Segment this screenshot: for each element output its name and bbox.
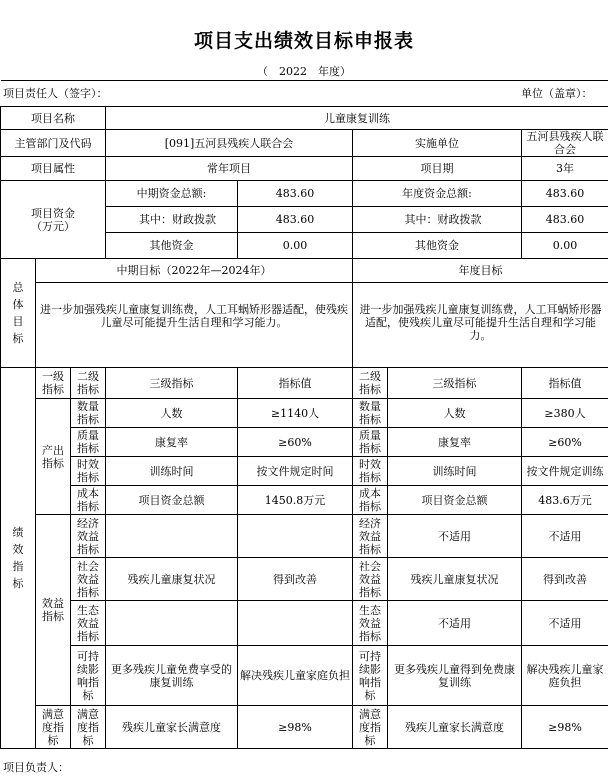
- sustainable-label-year: 可持续影响指标: [353, 646, 388, 706]
- project-attr-value: 常年项目: [106, 157, 353, 181]
- dept-value: [091]五河县残疾人联合会: [106, 130, 353, 157]
- timeliness-value-mid: 按文件规定时间: [238, 457, 353, 486]
- mid-total-value: 483.60: [238, 181, 353, 207]
- ecological-label-year: 生态效益指标: [353, 601, 388, 646]
- header-level1: 一级指标: [36, 368, 71, 399]
- cost-value-mid: 1450.8万元: [238, 486, 353, 515]
- ecological-name-mid: [106, 601, 238, 646]
- social-value-year: 得到改善: [522, 558, 608, 601]
- satisfaction-value-mid: ≥98%: [238, 706, 353, 749]
- ecological-name-year: 不适用: [388, 601, 522, 646]
- social-name-year: 残疾儿童康复状况: [388, 558, 522, 601]
- social-label-mid: 社会效益指标: [71, 558, 106, 601]
- signature-row: [1, 81, 608, 107]
- social-value-mid: 得到改善: [238, 558, 353, 601]
- ecological-label-mid: 生态效益指标: [71, 601, 106, 646]
- mid-fiscal-value: 483.60: [238, 207, 353, 233]
- social-name-mid: 残疾儿童康复状况: [106, 558, 238, 601]
- project-owner-label: 项目负责人：: [3, 761, 69, 774]
- quantity-value-year: ≥380人: [522, 399, 608, 428]
- overall-goal-text: 总体目标: [12, 281, 24, 345]
- header-value-mid: 指标值: [238, 368, 353, 399]
- quantity-name-year: 人数: [388, 399, 522, 428]
- quality-label-year: 质量指标: [353, 428, 388, 457]
- form-title: 项目支出绩效目标申报表: [193, 30, 414, 52]
- impl-unit-label: 实施单位: [353, 130, 522, 157]
- project-period-value: 3年: [522, 157, 608, 181]
- social-label-year: 社会效益指标: [353, 558, 388, 601]
- impl-unit-value: 五河县残疾人联合会: [522, 130, 608, 157]
- perf-indicator-label: [1, 368, 36, 749]
- mid-other-value: 0.00: [238, 233, 353, 259]
- timeliness-label-year: 时效指标: [353, 457, 388, 486]
- benefit-indicator-label: 效益指标: [36, 515, 71, 706]
- header-level2-mid: 二级指标: [71, 368, 106, 399]
- year-other-label: 其他资金: [353, 233, 522, 259]
- economic-name-year: 不适用: [388, 515, 522, 558]
- quantity-name-mid: 人数: [106, 399, 238, 428]
- year-fiscal-value: 483.60: [522, 207, 608, 233]
- quantity-label-year: 数量指标: [353, 399, 388, 428]
- economic-value-year: 不适用: [522, 515, 608, 558]
- satisfaction-label-year: 满意度指标: [353, 706, 388, 749]
- fiscal-year: （ 2022 年度）: [257, 65, 351, 78]
- mid-other-label: 其他资金: [106, 233, 238, 259]
- year-goal-header: 年度目标: [353, 259, 608, 283]
- project-attr-label: 项目属性: [1, 157, 106, 181]
- quantity-label-mid: 数量指标: [71, 399, 106, 428]
- satisfaction-name-mid: 残疾儿童家长满意度: [106, 706, 238, 749]
- year-goal-text: 进一步加强残疾儿童康复训练费，人工耳蜗矫形器适配，使残疾儿童尽可能提升生活自理和学习能力。: [353, 283, 608, 368]
- project-funds-label: 项目资金 （万元）: [1, 181, 106, 259]
- ecological-value-mid: [238, 601, 353, 646]
- quality-name-year: 康复率: [388, 428, 522, 457]
- satisfaction-name-year: 残疾儿童家长满意度: [388, 706, 522, 749]
- responsible-signature-label: 项目责任人（签字）：: [3, 87, 108, 100]
- timeliness-value-year: 按文件规定训练: [522, 457, 608, 486]
- quality-name-mid: 康复率: [106, 428, 238, 457]
- sustainable-name-year: 更多残疾儿童得到免费康复训练: [388, 646, 522, 706]
- header-level2-year: 二级指标: [353, 368, 388, 399]
- quality-value-year: ≥60%: [522, 428, 608, 457]
- sustainable-value-year: 解决残疾儿童家庭负担: [522, 646, 608, 706]
- year-total-label: 年度资金总额:: [353, 181, 522, 207]
- cost-value-year: 483.6万元: [522, 486, 608, 515]
- project-period-label: 项目期: [353, 157, 522, 181]
- mid-total-label: 中期资金总额:: [106, 181, 238, 207]
- ecological-value-year: 不适用: [522, 601, 608, 646]
- quality-value-mid: ≥60%: [238, 428, 353, 457]
- unit-seal-label: 单位（盖章）：: [521, 87, 593, 100]
- timeliness-label-mid: 时效指标: [71, 457, 106, 486]
- economic-name-mid: [106, 515, 238, 558]
- header-value-year: 指标值: [522, 368, 608, 399]
- satisfaction-indicator-label: 满意度指标: [36, 706, 71, 749]
- year-total-value: 483.60: [522, 181, 608, 207]
- economic-value-mid: [238, 515, 353, 558]
- dept-label: 主管部门及代码: [1, 130, 106, 157]
- cost-name-year: 项目资金总额: [388, 486, 522, 515]
- overall-goal-label: [1, 259, 36, 368]
- project-name-value: 儿童康复训练: [106, 107, 608, 130]
- header-level3-year: 三级指标: [388, 368, 522, 399]
- form-table: [0, 80, 608, 749]
- mid-fiscal-label: 其中：财政拨款: [106, 207, 238, 233]
- mid-goal-text: 进一步加强残疾儿童康复训练费，人工耳蜗矫形器适配，使残疾儿童尽可能提升生活自理和学习能力。: [36, 283, 353, 368]
- header-level3-mid: 三级指标: [106, 368, 238, 399]
- year-fiscal-label: 其中：财政拨款: [353, 207, 522, 233]
- timeliness-name-mid: 训练时间: [106, 457, 238, 486]
- satisfaction-label-mid: 满意度指标: [71, 706, 106, 749]
- year-other-value: 0.00: [522, 233, 608, 259]
- output-indicator-label: 产出指标: [36, 399, 71, 515]
- quantity-value-mid: ≥1140人: [238, 399, 353, 428]
- sustainable-value-mid: 解决残疾儿童家庭负担: [238, 646, 353, 706]
- cost-label-year: 成本指标: [353, 486, 388, 515]
- cost-name-mid: 项目资金总额: [106, 486, 238, 515]
- quality-label-mid: 质量指标: [71, 428, 106, 457]
- mid-goal-header: 中期目标（2022年—2024年）: [36, 259, 353, 283]
- satisfaction-value-year: ≥98%: [522, 706, 608, 749]
- sustainable-name-mid: 更多残疾儿童免费享受的康复训练: [106, 646, 238, 706]
- sustainable-label-mid: 可持续影响指标: [71, 646, 106, 706]
- economic-label-year: 经济效益指标: [353, 515, 388, 558]
- perf-indicator-text: 绩效指标: [12, 526, 24, 590]
- cost-label-mid: 成本指标: [71, 486, 106, 515]
- economic-label-mid: 经济效益指标: [71, 515, 106, 558]
- timeliness-name-year: 训练时间: [388, 457, 522, 486]
- project-name-label: 项目名称: [1, 107, 106, 130]
